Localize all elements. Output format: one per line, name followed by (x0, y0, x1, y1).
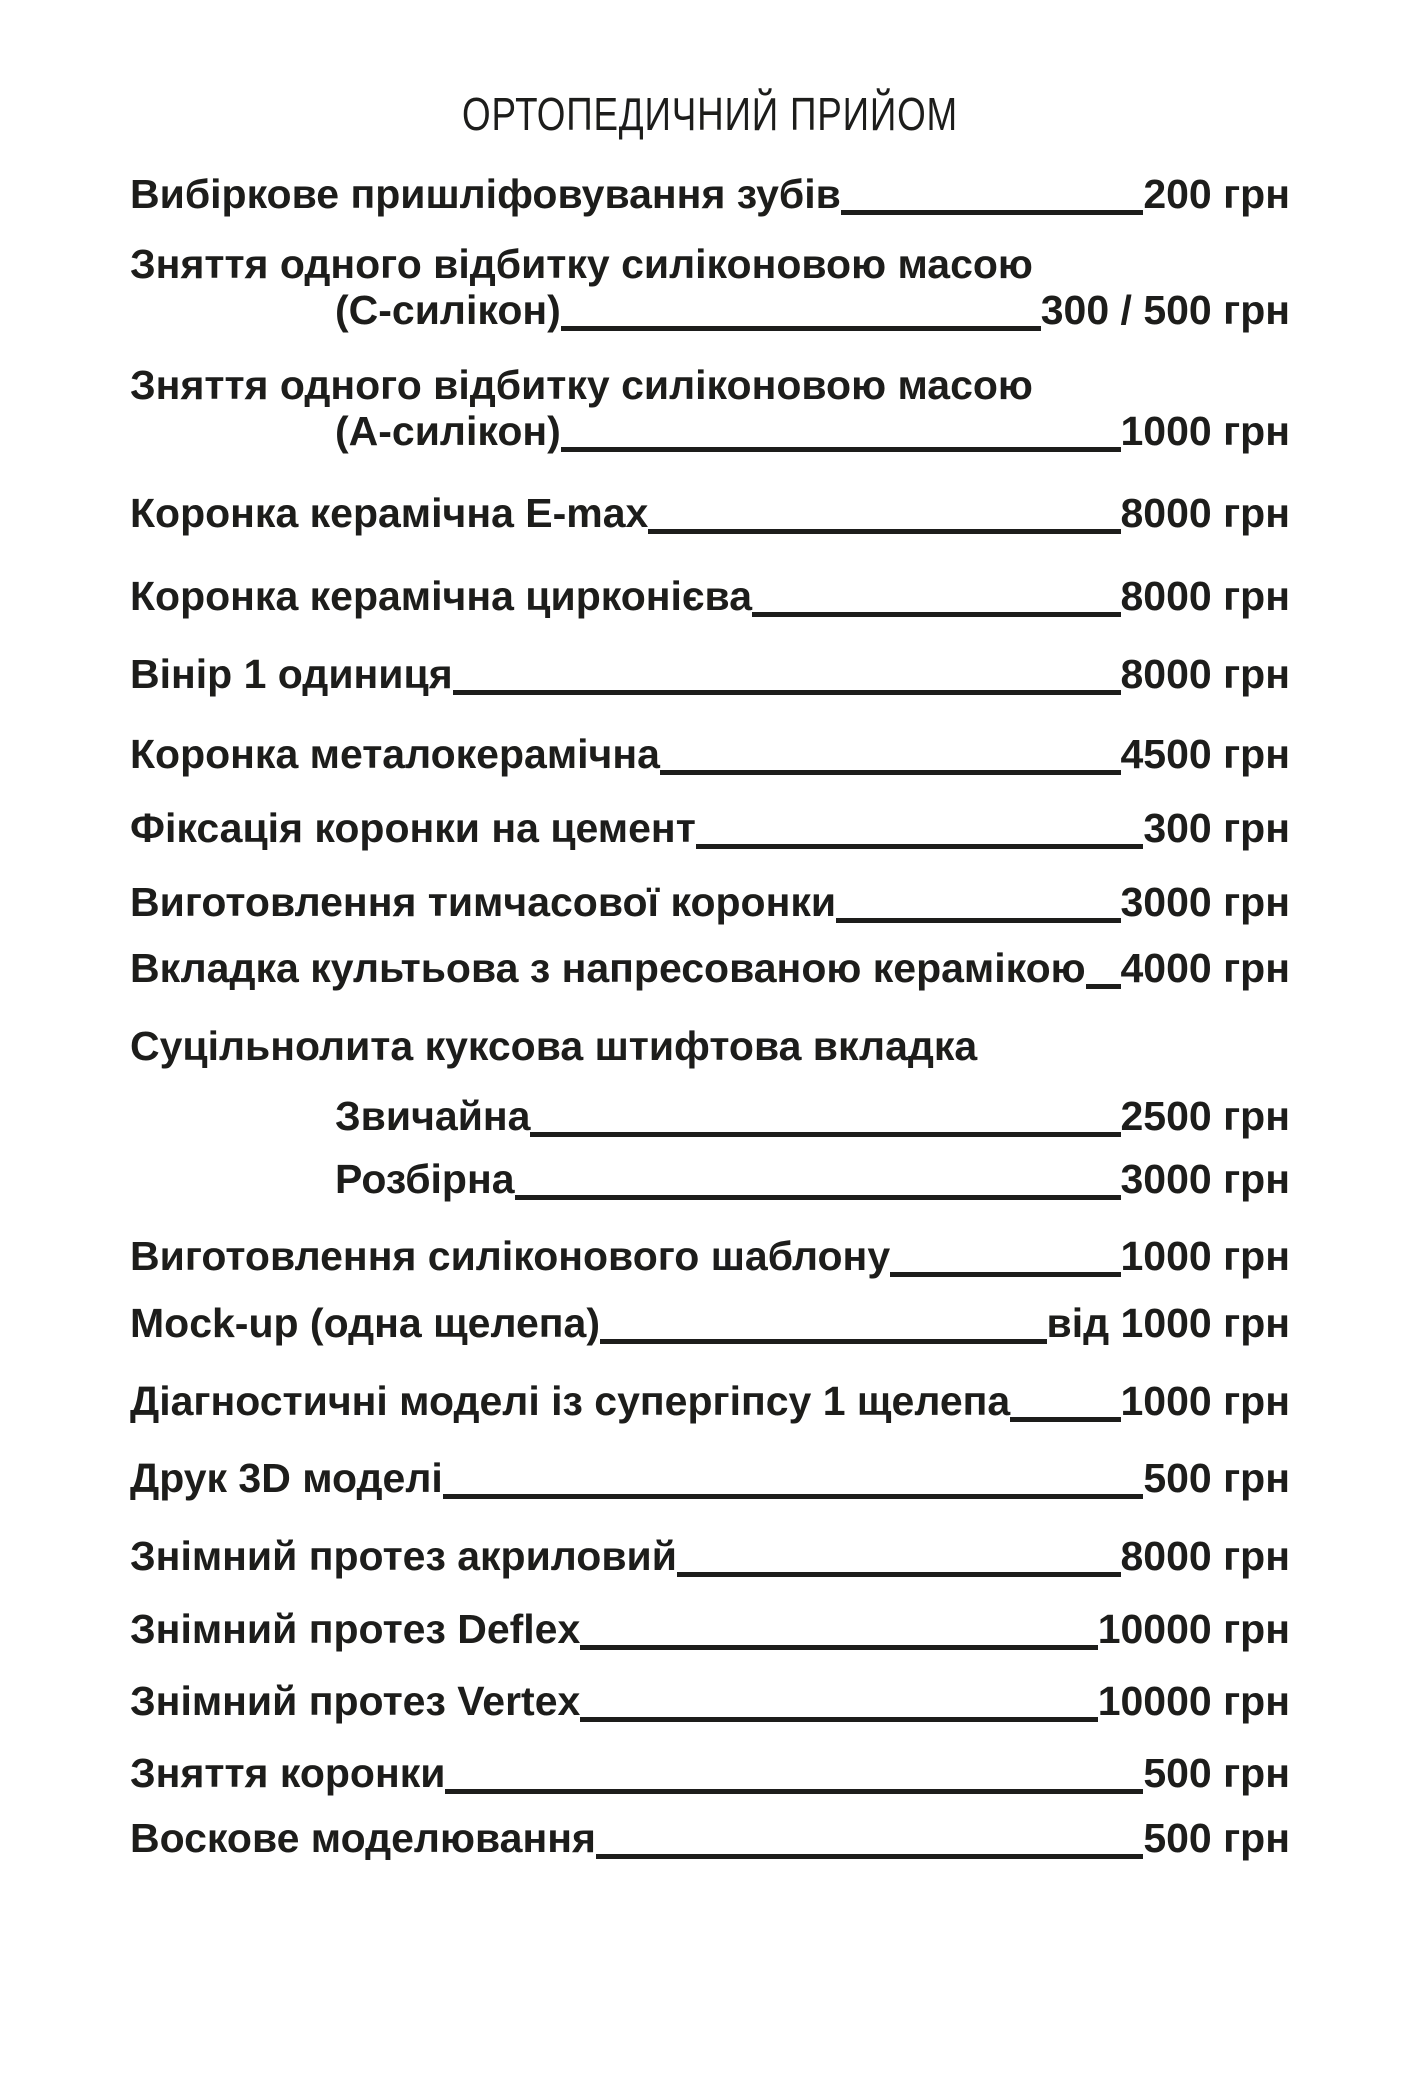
item-label: Фіксація коронки на цемент (130, 805, 696, 851)
item-label: Друк 3D моделі (130, 1455, 443, 1501)
item-label: Звичайна (335, 1093, 531, 1139)
price-item-row (130, 241, 1290, 335)
leader-line (453, 645, 1121, 695)
price-item-row (130, 877, 1290, 927)
leader-line (660, 725, 1121, 775)
item-price: 8000 грн (1120, 1533, 1290, 1579)
leader-line (580, 1672, 1097, 1722)
leader-line (443, 1449, 1144, 1499)
leader-line (596, 1809, 1143, 1859)
leader-line (696, 799, 1144, 849)
item-label: Знімний протез акриловий (130, 1533, 677, 1579)
price-item-row (130, 1813, 1290, 1863)
item-sublabel: (С-силікон) (335, 287, 561, 333)
item-price: 500 грн (1143, 1750, 1290, 1796)
item-price: 10000 грн (1097, 1606, 1290, 1652)
item-label: Зняття одного відбитку силіконовою масою (130, 241, 1033, 287)
item-subline (130, 285, 1290, 335)
item-price: 1000 грн (1120, 408, 1290, 454)
item-subline (130, 406, 1290, 456)
price-item-row (130, 1154, 1290, 1204)
price-item-row (130, 1748, 1290, 1798)
item-label: Mock-up (одна щелепа) (130, 1300, 600, 1346)
item-price: 300 / 500 грн (1040, 287, 1290, 333)
price-item-row (130, 649, 1290, 699)
item-price: 10000 грн (1097, 1678, 1290, 1724)
item-price: 3000 грн (1120, 879, 1290, 925)
item-price: 500 грн (1143, 1815, 1290, 1861)
item-price: 4000 грн (1120, 945, 1290, 991)
price-item-row (130, 1231, 1290, 1281)
price-item-row (130, 803, 1290, 853)
item-label: Виготовлення силіконового шаблону (130, 1233, 891, 1279)
item-price: 4500 грн (1120, 731, 1290, 777)
item-price: від 1000 грн (1046, 1300, 1290, 1346)
price-group-header-row (130, 1021, 1290, 1071)
item-price: 1000 грн (1120, 1378, 1290, 1424)
price-item-row (130, 571, 1290, 621)
price-list (130, 169, 1290, 1863)
item-label: Коронка керамічна E-max (130, 490, 649, 536)
item-label: Виготовлення тимчасової коронки (130, 879, 837, 925)
item-label: Зняття коронки (130, 1750, 446, 1796)
item-label-line (130, 241, 1290, 287)
leader-line (561, 402, 1121, 452)
price-item-row (130, 1604, 1290, 1654)
item-price: 3000 грн (1120, 1156, 1290, 1202)
leader-line (648, 484, 1120, 534)
leader-line (600, 1294, 1047, 1344)
leader-line (580, 1600, 1097, 1650)
price-item-row (130, 362, 1290, 456)
leader-line (836, 873, 1120, 923)
price-item-row (130, 169, 1290, 219)
item-label: Зняття одного відбитку силіконовою масою (130, 362, 1033, 408)
price-item-row (130, 1453, 1290, 1503)
item-label: Вінір 1 одиниця (130, 651, 453, 697)
item-sublabel: (А-силікон) (335, 408, 561, 454)
price-item-row (130, 1298, 1290, 1348)
leader-line (841, 165, 1143, 215)
leader-line (890, 1227, 1120, 1277)
leader-line (677, 1527, 1121, 1577)
price-item-row (130, 488, 1290, 538)
item-price: 200 грн (1143, 171, 1290, 217)
price-item-row (130, 1376, 1290, 1426)
item-label: Знімний протез Deflex (130, 1606, 581, 1652)
leader-line (752, 567, 1120, 617)
price-item-row (130, 1676, 1290, 1726)
item-price: 8000 грн (1120, 573, 1290, 619)
item-price: 300 грн (1143, 805, 1290, 851)
item-price: 2500 грн (1120, 1093, 1290, 1139)
item-label: Воскове моделювання (130, 1815, 596, 1861)
item-price: 8000 грн (1120, 490, 1290, 536)
item-label: Вибіркове пришліфовування зубів (130, 171, 841, 217)
item-label: Суцільнолита куксова штифтова вкладка (130, 1023, 978, 1069)
leader-line (515, 1150, 1121, 1200)
leader-line (445, 1744, 1143, 1794)
item-label: Вкладка культьова з напресованою керамікою (130, 945, 1086, 991)
item-label: Розбірна (335, 1156, 515, 1202)
leader-line (1010, 1372, 1120, 1422)
price-item-row (130, 1091, 1290, 1141)
price-item-row (130, 729, 1290, 779)
leader-line (561, 281, 1041, 331)
item-label: Знімний протез Vertex (130, 1678, 581, 1724)
page-title: ОРТОПЕДИЧНИЙ ПРИЙОМ (462, 88, 958, 140)
price-item-row (130, 1531, 1290, 1581)
price-item-row (130, 943, 1290, 993)
leader-line (1086, 939, 1121, 989)
item-label-line (130, 362, 1290, 408)
item-label: Коронка керамічна цирконієва (130, 573, 753, 619)
item-price: 1000 грн (1120, 1233, 1290, 1279)
price-list-page (0, 89, 1422, 2089)
item-price: 500 грн (1143, 1455, 1290, 1501)
leader-line (530, 1087, 1120, 1137)
item-label: Коронка металокерамічна (130, 731, 660, 777)
item-price: 8000 грн (1120, 651, 1290, 697)
item-label: Діагностичні моделі із супергіпсу 1 щелепа (130, 1378, 1011, 1424)
